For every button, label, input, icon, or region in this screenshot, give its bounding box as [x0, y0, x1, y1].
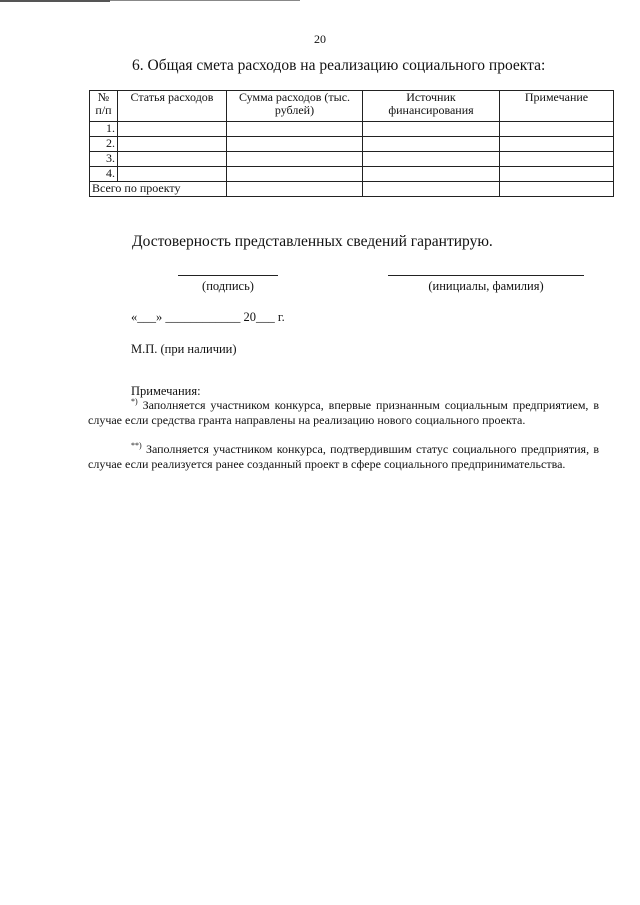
note-item	[88, 398, 599, 428]
note-marker: **)	[131, 441, 142, 450]
note-text: Заполняется участником конкурса, впервые признанным социальным предприятием, в случае если средства гранта направлены на реализацию нового социального проекта.	[88, 398, 599, 427]
table-cell	[227, 122, 363, 137]
table-row	[90, 122, 614, 137]
table-cell	[363, 137, 500, 152]
table-cell	[500, 182, 614, 197]
page-number: 20	[314, 32, 326, 46]
table-cell	[363, 122, 500, 137]
header-expense-item: Статья расходов	[118, 91, 227, 122]
table-cell	[118, 152, 227, 167]
signature-caption: (подпись)	[202, 279, 254, 293]
name-caption: (инициалы, фамилия)	[428, 279, 544, 293]
table-cell	[118, 137, 227, 152]
section-title: 6. Общая смета расходов на реализацию социального проекта:	[132, 57, 546, 74]
table-cell-number: 1.	[90, 122, 118, 137]
table-cell	[227, 137, 363, 152]
header-funding-source: Источник финансирования	[363, 91, 500, 122]
header-number: № п/п	[90, 91, 118, 122]
table-cell	[118, 167, 227, 182]
table-cell	[227, 152, 363, 167]
table-row	[90, 137, 614, 152]
table-row	[90, 152, 614, 167]
table-cell-number: 3.	[90, 152, 118, 167]
top-rule-short	[0, 0, 110, 2]
table-cell-number: 2.	[90, 137, 118, 152]
name-line	[388, 275, 584, 276]
table-cell-number: 4.	[90, 167, 118, 182]
table-cell	[500, 137, 614, 152]
table-cell	[363, 182, 500, 197]
total-label: Всего по проекту	[90, 182, 227, 197]
guarantee-statement: Достоверность представленных сведений гарантирую.	[132, 233, 493, 250]
note-item	[88, 442, 599, 472]
stamp-label: М.П. (при наличии)	[131, 342, 237, 356]
table-cell	[363, 152, 500, 167]
header-note: Примечание	[500, 91, 614, 122]
header-amount: Сумма расходов (тыс. рублей)	[227, 91, 363, 122]
notes-title: Примечания:	[131, 384, 201, 398]
table-cell	[500, 167, 614, 182]
table-row	[90, 167, 614, 182]
note-marker: *)	[131, 397, 138, 406]
table-header-row	[90, 91, 614, 122]
table-total-row	[90, 182, 614, 197]
budget-table	[89, 90, 614, 197]
table-cell	[363, 167, 500, 182]
table-cell	[227, 182, 363, 197]
note-text: Заполняется участником конкурса, подтвердившим статус социального предприятия, в случае если реализуется ранее созданный проект в сфере социального предпринимательства.	[88, 442, 599, 471]
table-cell	[500, 122, 614, 137]
date-line: «___» ____________ 20___ г.	[131, 310, 285, 324]
table-cell	[227, 167, 363, 182]
table-cell	[118, 122, 227, 137]
table-cell	[500, 152, 614, 167]
signature-line	[178, 275, 278, 276]
